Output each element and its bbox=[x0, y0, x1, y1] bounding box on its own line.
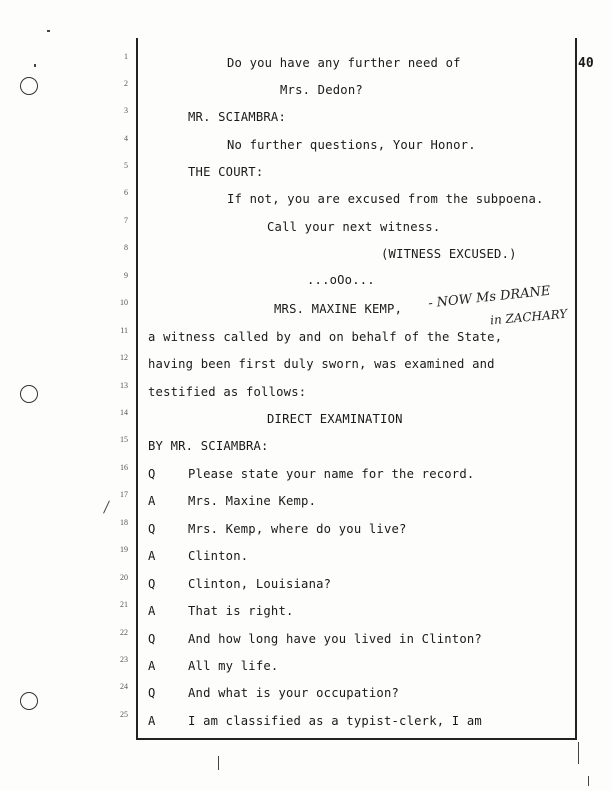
answer-line: I am classified as a typist-clerk, I am bbox=[188, 714, 482, 728]
line-number: 5 bbox=[124, 161, 128, 170]
line-number: 17 bbox=[120, 490, 128, 499]
witness-name: MRS. MAXINE KEMP, bbox=[274, 302, 403, 316]
transcript-line: Do you have any further need of bbox=[227, 56, 461, 70]
bottom-margin-rule bbox=[136, 738, 577, 740]
left-margin-rule bbox=[136, 38, 138, 740]
line-number: 20 bbox=[120, 573, 128, 582]
question-line: And how long have you lived in Clinton? bbox=[188, 632, 482, 646]
binder-hole-icon bbox=[20, 385, 38, 403]
page-number: 40 bbox=[578, 56, 594, 71]
line-number: 4 bbox=[124, 134, 128, 143]
qa-marker: Q bbox=[148, 686, 156, 700]
line-number: 14 bbox=[120, 408, 128, 417]
line-number: 6 bbox=[124, 188, 128, 197]
line-number: 22 bbox=[120, 628, 128, 637]
qa-marker: Q bbox=[148, 577, 156, 591]
parenthetical: (WITNESS EXCUSED.) bbox=[381, 247, 517, 261]
qa-marker: Q bbox=[148, 467, 156, 481]
line-number: 25 bbox=[120, 710, 128, 719]
transcript-line: testified as follows: bbox=[148, 385, 307, 399]
section-heading: DIRECT EXAMINATION bbox=[267, 412, 403, 426]
right-margin-rule bbox=[575, 38, 577, 740]
handwritten-note: in ZACHARY bbox=[489, 306, 568, 328]
transcript-line: Mrs. Dedon? bbox=[280, 83, 363, 97]
qa-marker: A bbox=[148, 604, 156, 618]
question-line: Please state your name for the record. bbox=[188, 467, 475, 481]
question-line: And what is your occupation? bbox=[188, 686, 400, 700]
answer-line: Clinton. bbox=[188, 549, 249, 563]
handwritten-note: - NOW Ms DRANE bbox=[427, 283, 552, 312]
scan-speck bbox=[578, 742, 579, 764]
line-number: 10 bbox=[120, 298, 128, 307]
line-number: 3 bbox=[124, 106, 128, 115]
scan-speck bbox=[34, 64, 36, 67]
line-number: 8 bbox=[124, 243, 128, 252]
question-line: Mrs. Kemp, where do you live? bbox=[188, 522, 407, 536]
examiner-label: BY MR. SCIAMBRA: bbox=[148, 439, 269, 453]
line-number: 19 bbox=[120, 545, 128, 554]
scan-speck bbox=[47, 30, 50, 32]
transcript-line: If not, you are excused from the subpoena. bbox=[227, 192, 544, 206]
qa-marker: Q bbox=[148, 632, 156, 646]
line-number: 9 bbox=[124, 271, 128, 280]
section-separator: ...oOo... bbox=[307, 273, 375, 287]
transcript-line: No further questions, Your Honor. bbox=[227, 138, 476, 152]
transcript-line: having been first duly sworn, was examined and bbox=[148, 357, 495, 371]
line-number: 23 bbox=[120, 655, 128, 664]
qa-marker: A bbox=[148, 549, 156, 563]
line-number: 7 bbox=[124, 216, 128, 225]
line-number: 18 bbox=[120, 518, 128, 527]
line-number: 1 bbox=[124, 52, 128, 61]
answer-line: Mrs. Maxine Kemp. bbox=[188, 494, 317, 508]
binder-hole-icon bbox=[20, 692, 38, 710]
speaker-label: THE COURT: bbox=[188, 165, 264, 179]
transcript-line: a witness called by and on behalf of the State, bbox=[148, 330, 503, 344]
line-number: 11 bbox=[120, 326, 128, 335]
line-number: 16 bbox=[120, 463, 128, 472]
qa-marker: A bbox=[148, 659, 156, 673]
transcript-line: Call your next witness. bbox=[267, 220, 441, 234]
question-line: Clinton, Louisiana? bbox=[188, 577, 332, 591]
scan-speck bbox=[103, 500, 110, 513]
speaker-label: MR. SCIAMBRA: bbox=[188, 110, 286, 124]
line-number: 21 bbox=[120, 600, 128, 609]
line-number: 2 bbox=[124, 79, 128, 88]
scan-speck bbox=[218, 756, 219, 770]
line-number: 24 bbox=[120, 682, 128, 691]
answer-line: That is right. bbox=[188, 604, 294, 618]
binder-hole-icon bbox=[20, 77, 38, 95]
line-number: 12 bbox=[120, 353, 128, 362]
line-number: 15 bbox=[120, 435, 128, 444]
scan-speck bbox=[588, 776, 589, 786]
qa-marker: Q bbox=[148, 522, 156, 536]
qa-marker: A bbox=[148, 714, 156, 728]
answer-line: All my life. bbox=[188, 659, 279, 673]
qa-marker: A bbox=[148, 494, 156, 508]
line-number: 13 bbox=[120, 381, 128, 390]
